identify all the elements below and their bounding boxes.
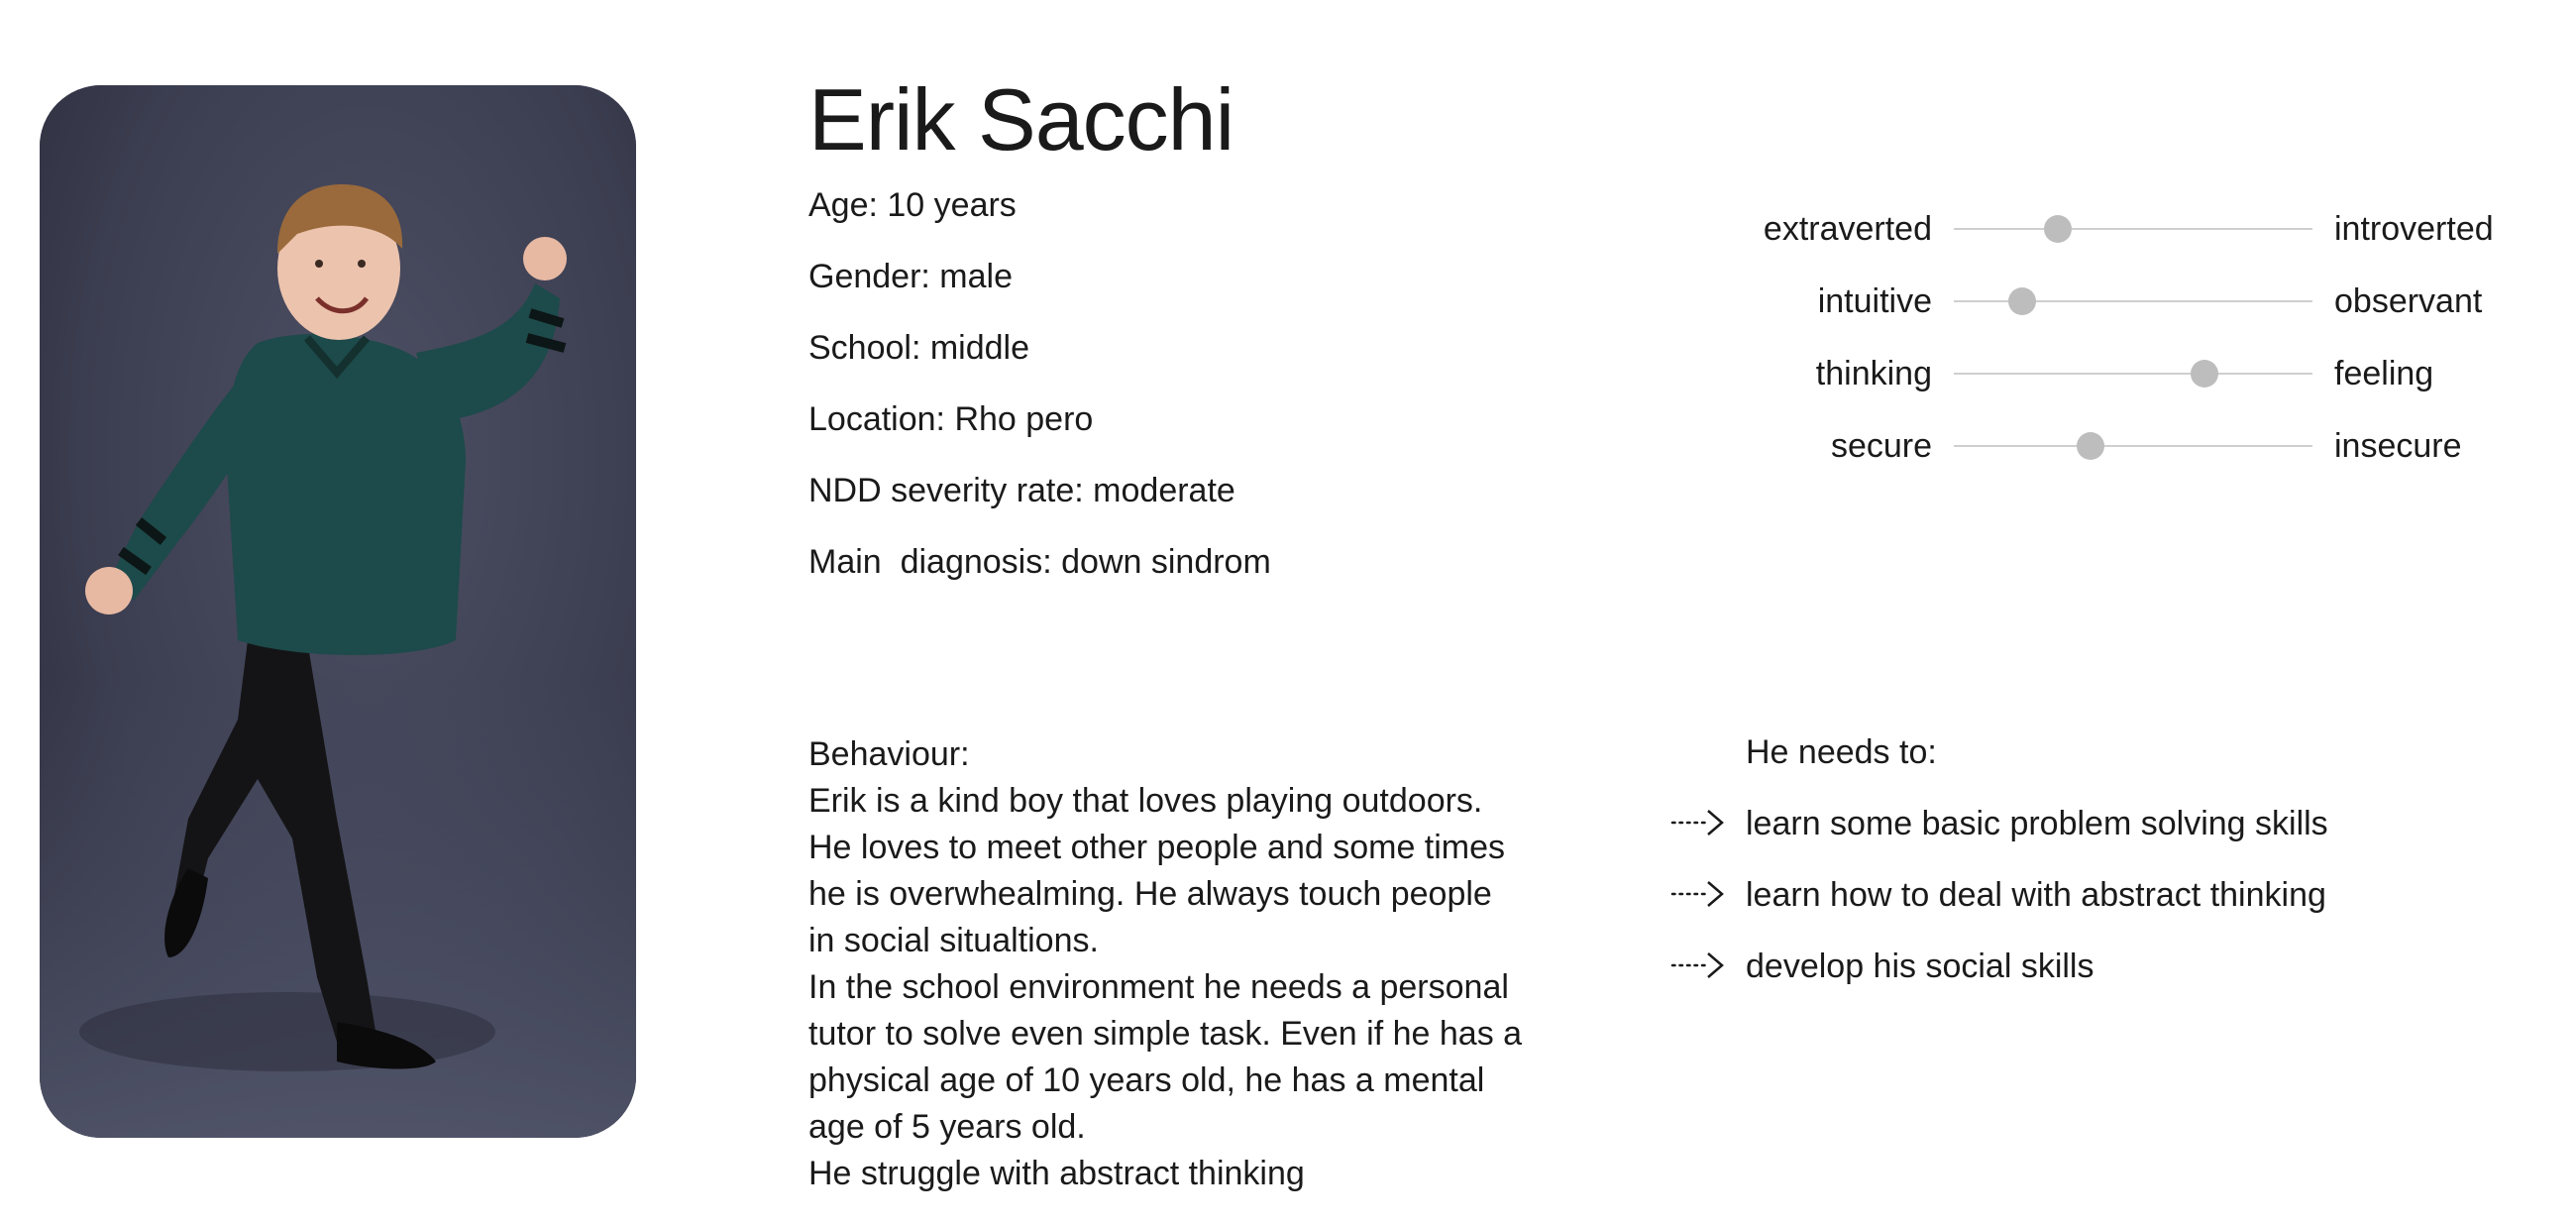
info-gender: Gender: male xyxy=(808,258,1013,295)
info-school: School: middle xyxy=(808,329,1030,367)
trait-right-label: introverted xyxy=(2334,210,2494,248)
behaviour-line: In the school environment he needs a personal xyxy=(808,968,1509,1006)
need-text: learn some basic problem solving skills xyxy=(1746,805,2328,842)
trait-thinking-feeling xyxy=(1684,353,2536,425)
trait-right-label: insecure xyxy=(2334,427,2462,465)
need-item xyxy=(1670,946,2562,1017)
trait-slider-knob xyxy=(2044,215,2072,243)
trait-slider-knob xyxy=(2077,432,2104,460)
profile-photo xyxy=(40,85,636,1138)
behaviour-line: He loves to meet other people and some times xyxy=(808,829,1506,866)
trait-slider-knob xyxy=(2008,287,2036,315)
trait-slider-track xyxy=(1954,373,2312,375)
behaviour-line: in social situaltions. xyxy=(808,922,1099,959)
trait-slider-track xyxy=(1954,228,2312,230)
behaviour-line: he is overwhealming. He always touch people xyxy=(808,875,1492,913)
need-item xyxy=(1670,874,2562,946)
behaviour-line: tutor to solve even simple task. Even if he has a xyxy=(808,1015,1523,1053)
behaviour-line: age of 5 years old. xyxy=(808,1108,1086,1146)
trait-right-label: observant xyxy=(2334,282,2483,320)
trait-slider-knob xyxy=(2191,360,2218,388)
personality-traits xyxy=(1684,208,2536,498)
trait-slider-track xyxy=(1954,445,2312,447)
trait-left-label: extraverted xyxy=(1763,210,1932,248)
info-ndd-severity: NDD severity rate: moderate xyxy=(808,472,1235,509)
needs-list xyxy=(1670,803,2562,1017)
dotted-arrow-icon xyxy=(1670,878,1726,910)
need-item xyxy=(1670,803,2562,874)
trait-intuitive-observant xyxy=(1684,280,2536,353)
trait-extraverted-introverted xyxy=(1684,208,2536,280)
needs-section xyxy=(1670,731,2562,1017)
behaviour-line: physical age of 10 years old, he has a mental xyxy=(808,1061,1485,1099)
dotted-arrow-icon xyxy=(1670,949,1726,981)
behaviour-line: Erik is a kind boy that loves playing outdoors. xyxy=(808,782,1483,820)
trait-left-label: secure xyxy=(1830,427,1932,465)
trait-left-label: intuitive xyxy=(1817,282,1932,320)
behaviour-heading: Behaviour: xyxy=(808,735,970,773)
behaviour-line: He struggle with abstract thinking xyxy=(808,1155,1305,1192)
need-text: learn how to deal with abstract thinking xyxy=(1746,876,2326,914)
boy-portrait-illustration xyxy=(40,85,636,1138)
dotted-arrow-icon xyxy=(1670,807,1726,838)
need-text: develop his social skills xyxy=(1746,948,2094,985)
info-age: Age: 10 years xyxy=(808,186,1017,224)
info-main-diagnosis: Main diagnosis: down sindrom xyxy=(808,543,1271,581)
trait-secure-insecure xyxy=(1684,425,2536,498)
profile-info-list xyxy=(808,184,1271,613)
behaviour-section xyxy=(808,731,1581,1197)
needs-title: He needs to: xyxy=(1746,733,1937,771)
trait-right-label: feeling xyxy=(2334,355,2434,392)
info-location: Location: Rho pero xyxy=(808,400,1094,438)
person-name: Erik Sacchi xyxy=(808,70,1234,168)
trait-left-label: thinking xyxy=(1815,355,1932,392)
trait-slider-track xyxy=(1954,300,2312,302)
